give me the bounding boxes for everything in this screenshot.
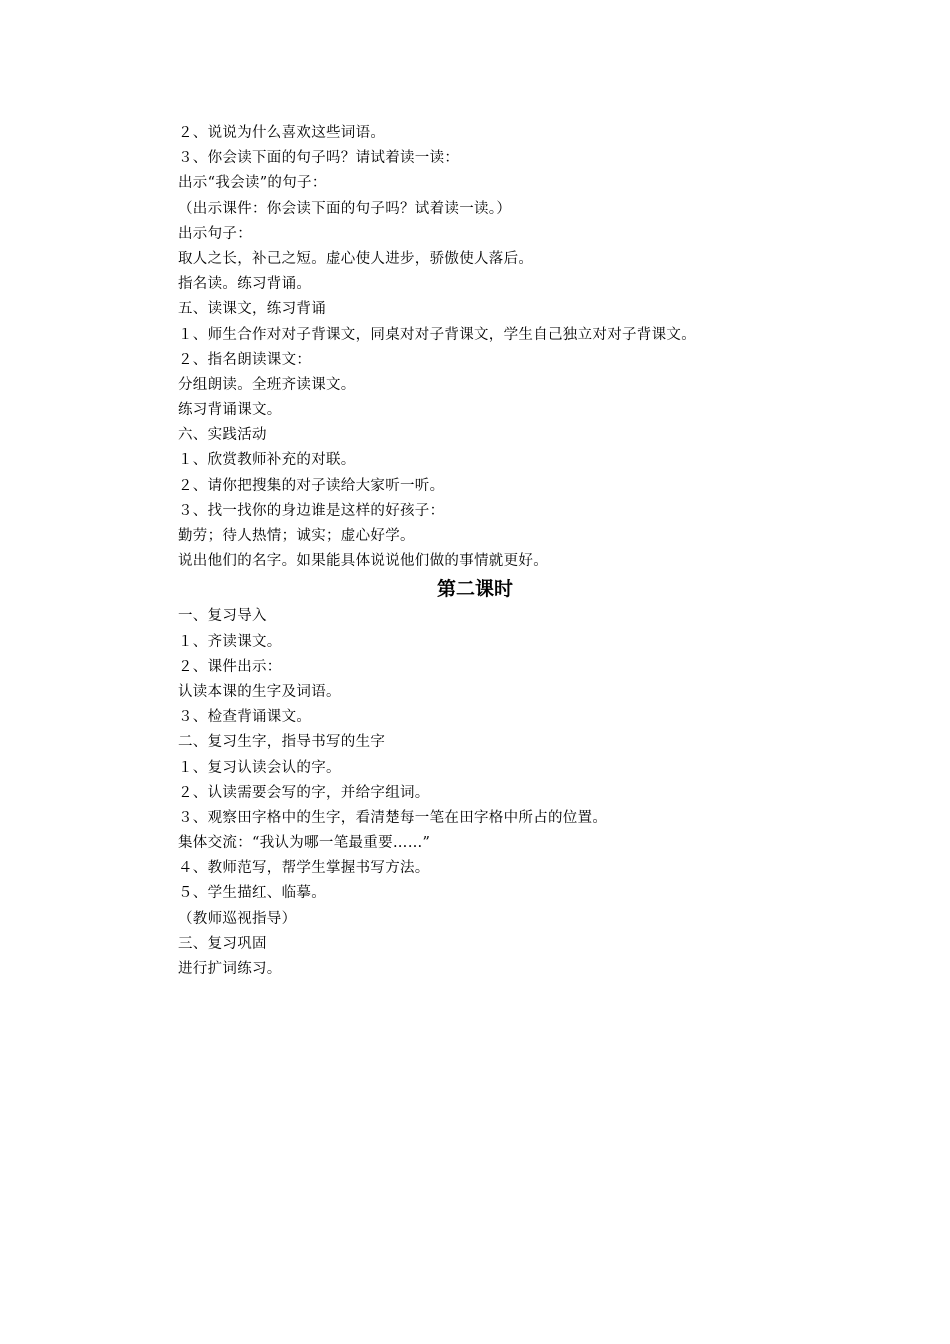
text-line: 分组朗读。全班齐读课文。 <box>178 376 356 393</box>
lesson-heading: 第二课时 <box>436 578 513 601</box>
text-line: ３、你会读下面的句子吗？请试着读一读： <box>178 150 460 167</box>
text-line: ２、说说为什么喜欢这些词语。 <box>178 125 386 141</box>
text-line: １、欣赏教师补充的对联。 <box>178 452 356 469</box>
text-line: ２、指名朗读课文： <box>178 351 312 368</box>
text-line: ３、检查背诵课文。 <box>178 709 312 726</box>
section-heading-line: 六、实践活动 <box>178 427 267 444</box>
section-second-lesson <box>178 604 798 982</box>
section-heading-line: 三、复习巩固 <box>178 935 267 952</box>
text-line: ５、学生描红、临摹。 <box>178 885 326 902</box>
text-line: 勤劳；待人热情；诚实；虚心好学。 <box>178 528 415 544</box>
text-line: ２、课件出示： <box>178 658 282 675</box>
text-line: １、师生合作对对子背课文，同桌对对子背课文，学生自己独立对对子背课文。 <box>178 326 696 343</box>
text-line: ３、观察田字格中的生字，看清楚每一笔在田字格中所占的位置。 <box>178 809 608 826</box>
document-body <box>178 121 798 982</box>
text-line: 出示句子： <box>178 225 252 242</box>
section-heading-line: 五、读课文，练习背诵 <box>178 301 326 318</box>
text-line: 练习背诵课文。 <box>178 402 282 419</box>
text-line: 出示“我会读”的句子： <box>178 175 327 192</box>
section-first-lesson-continued <box>178 121 798 574</box>
text-line: ２、认读需要会写的字，并给字组词。 <box>178 784 430 801</box>
text-line: １、齐读课文。 <box>178 633 282 650</box>
text-line: ４、教师范写，帮学生掌握书写方法。 <box>178 860 430 877</box>
text-line: 说出他们的名字。如果能具体说说他们做的事情就更好。 <box>178 553 548 570</box>
section-heading-line: 一、复习导入 <box>178 608 267 625</box>
text-line: （教师巡视指导） <box>178 910 297 927</box>
text-line: ３、找一找你的身边谁是这样的好孩子： <box>178 502 445 519</box>
text-line: 集体交流：“我认为哪一笔最重要……” <box>178 835 431 852</box>
section-heading-line: 二、复习生字，指导书写的生字 <box>178 734 386 751</box>
text-line: ２、请你把搜集的对子读给大家听一听。 <box>178 477 445 494</box>
text-line: （出示课件：你会读下面的句子吗？试着读一读。） <box>178 200 512 217</box>
text-line: １、复习认读会认的字。 <box>178 759 341 776</box>
text-line: 指名读。练习背诵。 <box>178 276 312 293</box>
text-line: 认读本课的生字及词语。 <box>178 683 341 700</box>
text-line: 进行扩词练习。 <box>178 961 282 977</box>
text-line: 取人之长，补己之短。虚心使人进步，骄傲使人落后。 <box>178 250 534 267</box>
